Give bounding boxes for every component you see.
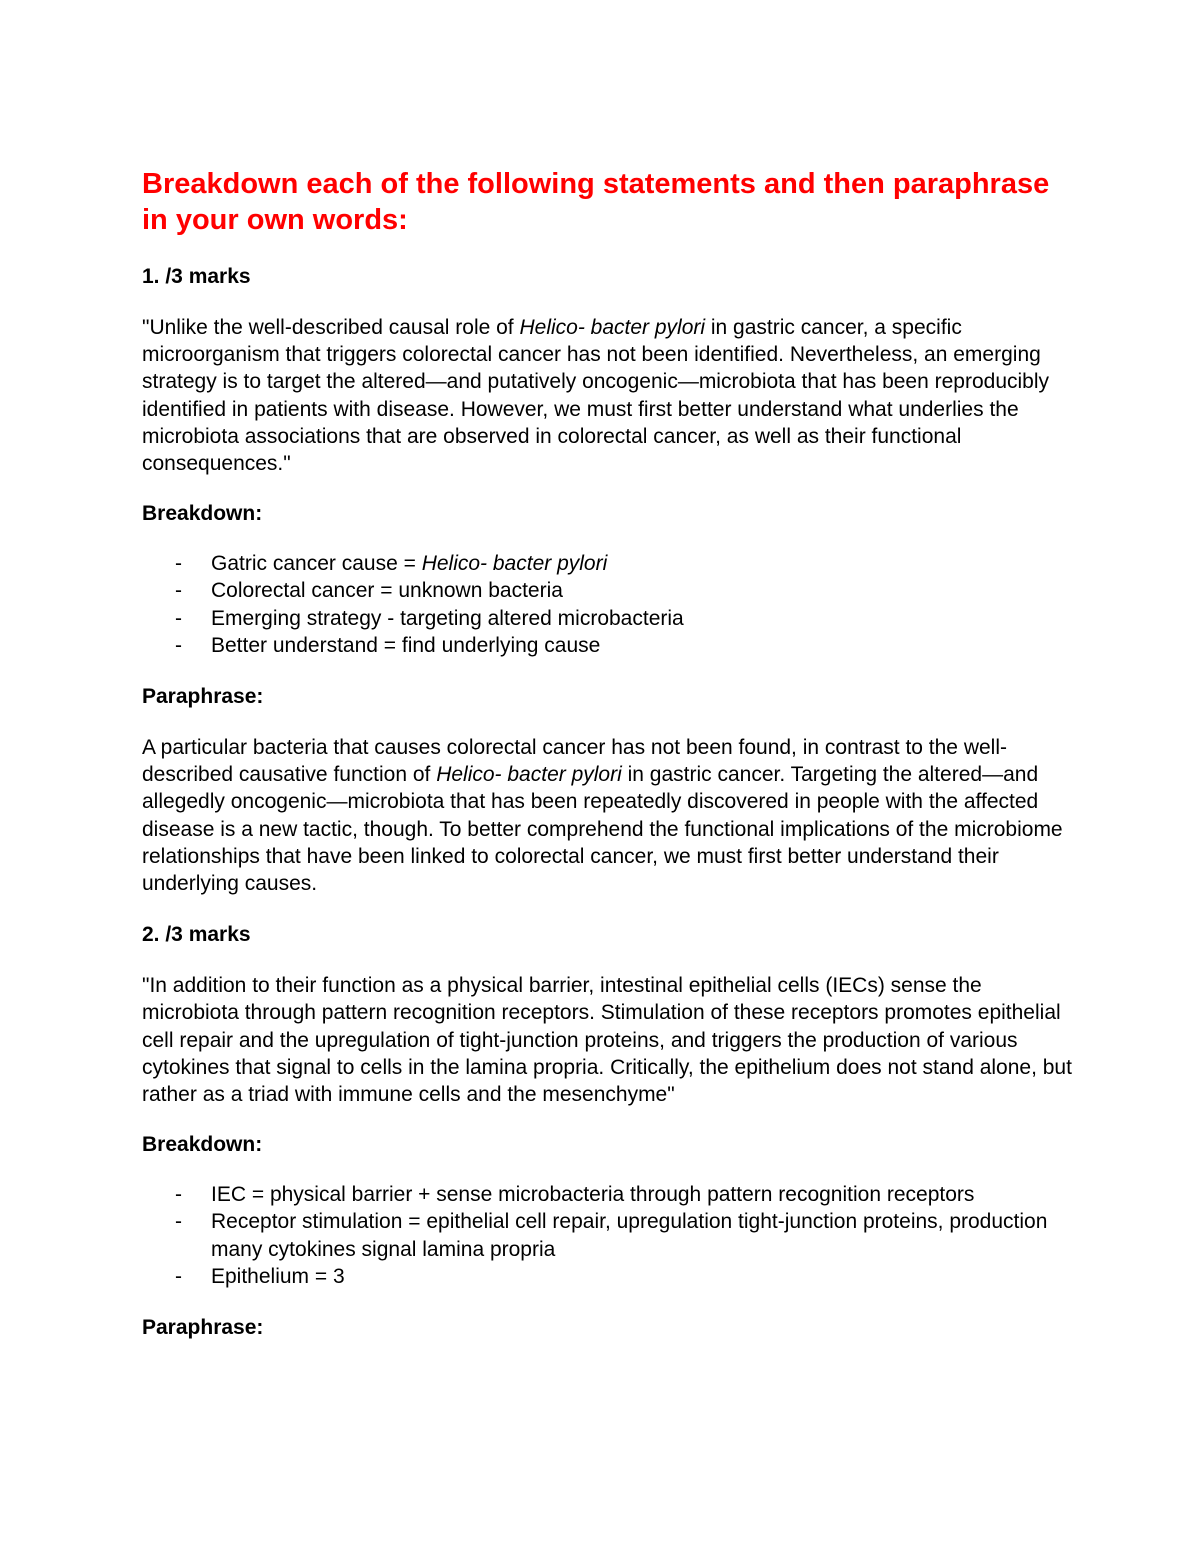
dash-bullet: - (175, 1183, 182, 1207)
question-1-breakdown-label: Breakdown: (142, 502, 263, 526)
question-2 (142, 921, 1072, 1341)
list-item-text: IEC = physical barrier + sense microbacteria through pattern recognition receptors (211, 1183, 975, 1207)
quote-text-b: in gastric cancer, a specific microorganism that triggers colorectal cancer has not been identified. Nevertheless, an emerging strategy is to target the altered—and putatively oncogenic—microbiota that has been reproducibly identified in patients with disease. However, we must first better understand what underlies the microbiota associations that are observed in colorectal cancer, as well as their functional consequences." (142, 316, 1050, 476)
document-title: Breakdown each of the following statements and then paraphrase in your own words: (142, 168, 1050, 236)
question-1-paraphrase-label: Paraphrase: (142, 685, 264, 709)
paraphrase-text-b: in gastric cancer. Targeting the altered—and allegedly oncogenic—microbiota that has been repeatedly discovered in people with the affected disease is a new tactic, though. To better comprehend the functional implications of the microbiome relationships that have been linked to colorectal cancer, we must first better understand their underlying causes. (142, 763, 1063, 896)
list-item (142, 605, 1072, 632)
question-2-breakdown-list (142, 1181, 1072, 1290)
list-item-italic: Helico- bacter pylori (421, 552, 608, 576)
question-2-quote: "In addition to their function as a physical barrier, intestinal epithelial cells (IECs) sense the microbiota through pattern recognition receptors. Stimulation of these receptors promotes epithelial cell repair and the upregulation of tight-junction proteins, and triggers the production of various cytokines that signal to cells in the lamina propria. Critically, the epithelium does not stand alone, but rather as a triad with immune cells and the mesenchyme" (142, 974, 1072, 1107)
dash-bullet: - (175, 1264, 182, 1288)
question-2-breakdown-label: Breakdown: (142, 1133, 263, 1157)
quote-italic-species: Helico- bacter pylori (519, 316, 706, 339)
question-2-heading: 2. /3 marks (142, 923, 251, 947)
question-1-quote (142, 314, 1072, 477)
question-1-breakdown-list (142, 550, 1072, 659)
list-item (142, 1181, 1072, 1208)
dash-bullet: - (175, 1210, 182, 1234)
list-item (142, 550, 1072, 577)
list-item-text: Better understand = find underlying cause (211, 633, 601, 657)
list-item (142, 1263, 1072, 1290)
question-2-paraphrase-label: Paraphrase: (142, 1316, 264, 1340)
paraphrase-text-a: A particular bacteria that causes colorectal cancer has not been found, in contrast to the well-described causative function of (142, 736, 1007, 787)
list-item-text: Emerging strategy - targeting altered microbacteria (211, 606, 684, 630)
document-body (142, 166, 1072, 1341)
list-item-text: Receptor stimulation = epithelial cell repair, upregulation tight-junction proteins, production many cytokines signal lamina propria (211, 1210, 1048, 1261)
question-1-paraphrase (142, 734, 1072, 897)
question-1 (142, 263, 1072, 897)
dash-bullet: - (175, 606, 182, 630)
question-1-heading: 1. /3 marks (142, 265, 251, 288)
list-item-text: Epithelium = 3 (211, 1264, 345, 1288)
dash-bullet: - (175, 552, 182, 576)
list-item (142, 632, 1072, 659)
quote-text-a: "Unlike the well-described causal role of (142, 316, 520, 339)
paraphrase-italic-species: Helico- bacter pylori (436, 763, 622, 787)
dash-bullet: - (175, 579, 182, 603)
list-item-text: Gatric cancer cause = (211, 552, 422, 576)
list-item-text: Colorectal cancer = unknown bacteria (211, 579, 563, 603)
dash-bullet: - (175, 633, 182, 657)
list-item (142, 1208, 1072, 1262)
list-item (142, 577, 1072, 604)
